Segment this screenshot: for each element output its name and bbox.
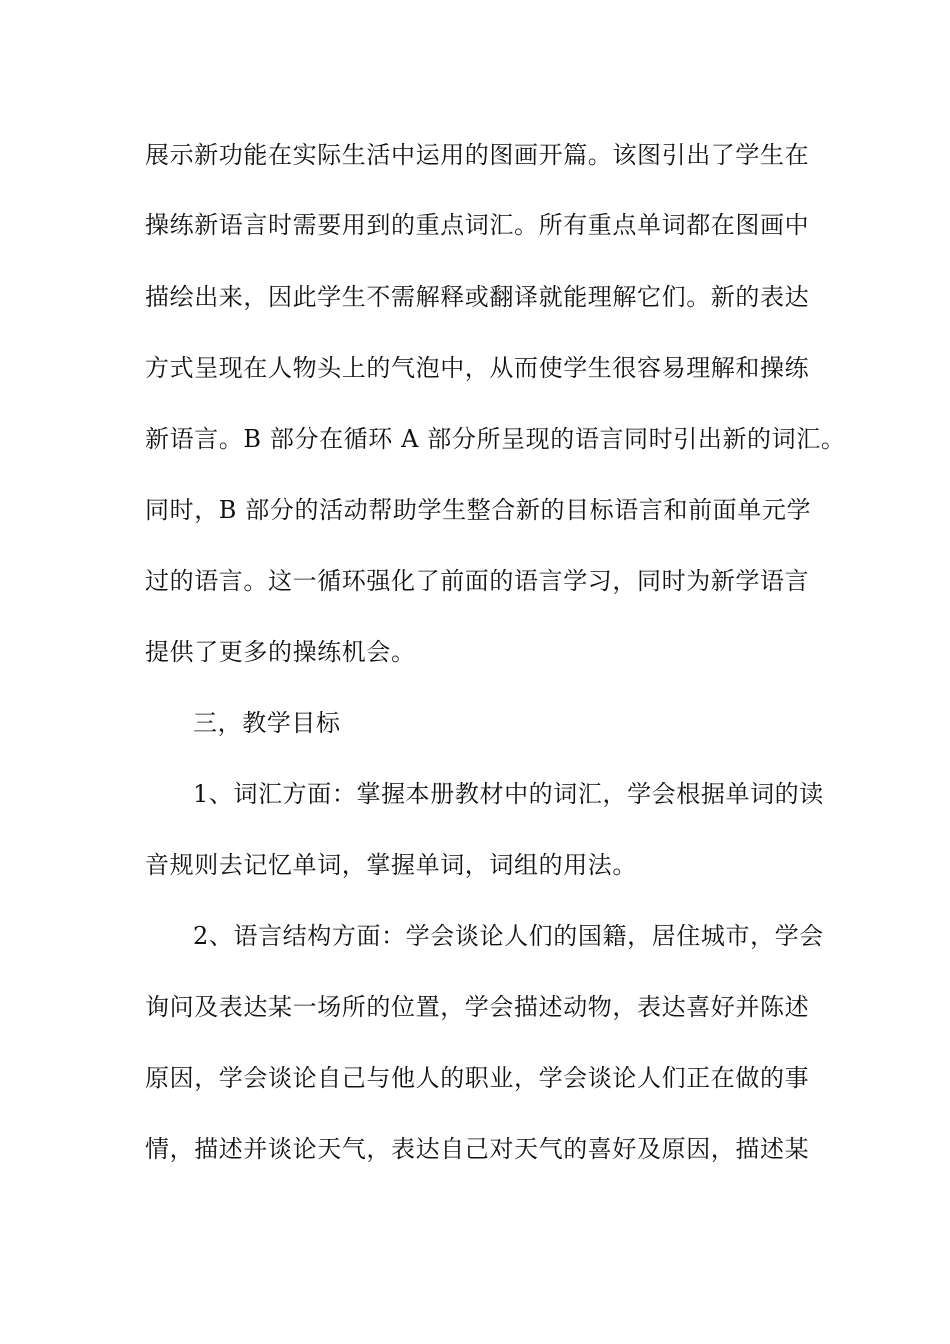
paragraph-line: 方式呈现在人物头上的气泡中，从而使学生很容易理解和操练 [145,354,810,382]
paragraph-line: 提供了更多的操练机会。 [145,638,416,666]
paragraph-line: 音规则去记忆单词，掌握单词，词组的用法。 [145,851,637,879]
list-item-vocabulary: 1、词汇方面：掌握本册教材中的词汇，学会根据单词的读 [193,780,824,808]
paragraph-line: 询问及表达某一场所的位置，学会描述动物，表达喜好并陈述 [145,993,810,1021]
section-heading: 三，教学目标 [193,709,341,737]
paragraph-line: 过的语言。这一循环强化了前面的语言学习，同时为新学语言 [145,567,810,595]
list-item-structure: 2、语言结构方面：学会谈论人们的国籍，居住城市，学会 [193,922,824,950]
paragraph-line: 情，描述并谈论天气，表达自己对天气的喜好及原因，描述某 [145,1135,810,1163]
paragraph-line: 操练新语言时需要用到的重点词汇。所有重点单词都在图画中 [145,211,810,239]
paragraph-line: 同时，B 部分的活动帮助学生整合新的目标语言和前面单元学 [145,496,812,524]
paragraph-line: 原因，学会谈论自己与他人的职业，学会谈论人们正在做的事 [145,1064,810,1092]
paragraph-line: 新语言。B 部分在循环 A 部分所呈现的语言同时引出新的词汇。 [145,425,846,453]
paragraph-line: 描绘出来，因此学生不需解释或翻译就能理解它们。新的表达 [145,283,810,311]
paragraph-line: 展示新功能在实际生活中运用的图画开篇。该图引出了学生在 [145,141,810,169]
